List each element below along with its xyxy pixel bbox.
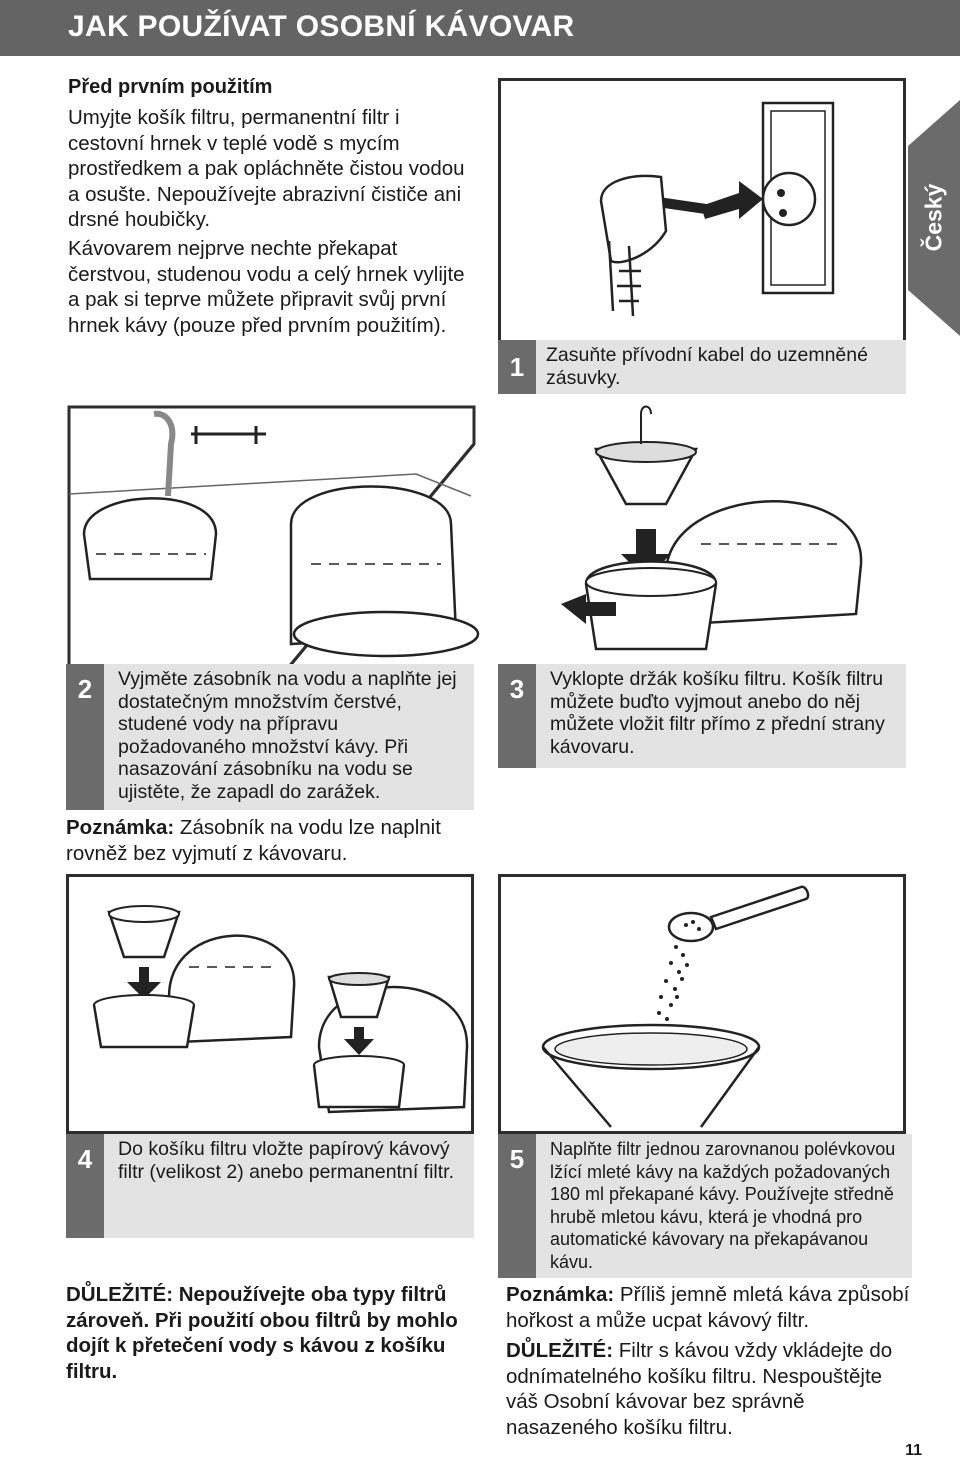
- step5-note-text: Příliš jemně mletá káva způsobí hořkost a může ucpat kávový filtr.: [506, 1283, 910, 1332]
- intro-paragraph-2: Kávovarem nejprve nechte překapat čerstvou, studenou vodu a celý hrnek vylijte a pak si teprve můžete připravit svůj první hrnek kávy (pouze před prvním použitím).: [68, 237, 465, 337]
- plug-socket-illustration: [501, 81, 903, 341]
- step3-caption: [498, 664, 906, 768]
- intro-heading: Před prvním použitím: [68, 76, 273, 98]
- step5-important: [506, 1338, 916, 1440]
- page-title: JAK POUŽÍVAT OSOBNÍ KÁVOVAR: [68, 10, 575, 43]
- step1-text: Zasuňte přívodní kabel do uzemněné zásuvky.: [546, 344, 868, 389]
- step4-caption: [66, 1134, 474, 1238]
- step5-caption: [498, 1134, 912, 1278]
- filter-insert-illustration: [69, 877, 471, 1131]
- step2-note-text: Zásobník na vodu lze naplnit rovněž bez vyjmutí z kávovaru.: [66, 816, 441, 865]
- step3-text: Vyklopte držák košíku filtru. Košík filtru můžete buďto vyjmout anebo do něj můžete vložit filtr přímo z přední strany kávovaru.: [550, 668, 885, 758]
- step5-number: 5: [498, 1134, 536, 1278]
- step1-illustration: [498, 78, 906, 344]
- step5-important-text: Filtr s kávou vždy vkládejte do odnímatelného košíku filtru. Nespouštějte váš Osobní kávovar bez správně nasazeného košíku filtru.: [506, 1339, 893, 1439]
- step5-note: [506, 1282, 916, 1333]
- reservoir-basket-illustration: [66, 404, 906, 668]
- language-tab: [908, 100, 960, 336]
- step5-important-label: DŮLEŽITÉ:: [506, 1339, 614, 1362]
- step2-caption: [66, 664, 474, 810]
- language-tab-label: Český: [920, 183, 947, 252]
- step2-number: 2: [66, 664, 104, 810]
- step4-text: Do košíku filtru vložte papírový kávový filtr (velikost 2) anebo permanentní filtr.: [118, 1138, 454, 1183]
- step4-illustration: [66, 874, 474, 1134]
- step3-number: 3: [498, 664, 536, 768]
- step4-number: 4: [66, 1134, 104, 1238]
- step2-note-label: Poznámka:: [66, 816, 175, 839]
- step2-3-illustration: [66, 404, 906, 668]
- step5-text: Naplňte filtr jednou zarovnanou polévkovou lžící mleté kávy na každých požadovaných 180 ml překapané kávy. Používejte středně hrubě mletou kávu, která je vhodná pro automatické kávovary na překapávanou kávu.: [550, 1139, 896, 1272]
- step1-caption: [498, 340, 906, 394]
- step4-important: DŮLEŽITÉ: Nepoužívejte oba typy filtrů zároveň. Při použití obou filtrů by mohlo dojít k přetečení vody s kávou z košíku filtru.: [66, 1283, 458, 1383]
- step2-text: Vyjměte zásobník na vodu a naplňte jej dostatečným množstvím čerstvé, studené vody na přípravu požadovaného množství kávy. Při nasazování zásobníku na vodu se ujistěte, že zapadl do zarážek.: [118, 668, 457, 803]
- step2-note: [66, 815, 466, 866]
- step1-number: 1: [498, 340, 536, 394]
- step5-note-label: Poznámka:: [506, 1283, 615, 1306]
- coffee-scoop-illustration: [501, 877, 903, 1131]
- step5-illustration: [498, 874, 906, 1134]
- page-number: 11: [905, 1442, 922, 1459]
- intro-paragraph-1: Umyjte košík filtru, permanentní filtr i cestovní hrnek v teplé vodě s mycím prostředkem a pak opláchněte čistou vodou a osušte. Nepoužívejte abrazivní čističe ani drsné houbičky.: [68, 106, 465, 231]
